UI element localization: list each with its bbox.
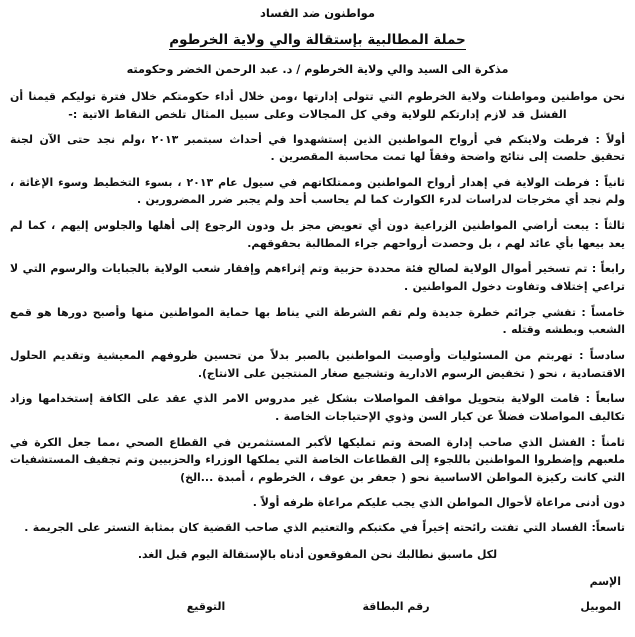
clause-item: رابعاً : تم تسخير أموال الولاية لصالح فئة محددة حزبية وتم إثراءهم وإفقار شعب الولاية بالجبايات والرسوم التي لا تراعي إختلاف وتفاوت دخول المواطنين . (10, 262, 625, 294)
label-name: الإسم (589, 575, 621, 589)
label-signature: التوقيع (186, 600, 226, 614)
intro-paragraph: نحن مواطنين ومواطنات ولاية الخرطوم التي تتولى إدارتها ،ومن خلال أداء حكومتكم خلال فترة توليكم قيمنا أن الفشل قد لازم إدارتكم للولاية وفي كل المجالات وعلى سبيل المثال تلخص النقاط الاتية :- (10, 90, 625, 122)
addressee-line: مذكرة الى السيد والي ولاية الخرطوم / د. عبد الرحمن الخضر وحكومته (126, 62, 509, 76)
clause-item: أولاً : فرطت ولايتكم في أرواح المواطنين الذين إستشهدوا في أحداث سبتمبر ٢٠١٣ ،ولم نجد حتى الآن لجنة تحقيق حلصت إلى نتائج واضحة وفقاً لها تمت محاسبة المقصرين . (10, 132, 625, 164)
clause-item: خامساً : تفشي جرائم خطرة جديدة ولم تقم الشرطة التي يناط بها حماية المواطنين منها وأصبح دورها هو قمع الشعب وبطشه وقتله . (10, 305, 625, 337)
clause-item: سابعاً : قامت الولاية بتحويل مواقف المواصلات بشكل غير مدروس الامر الذي عقد على الكافة إستخدامها وزاد تكاليف المواصلات فضلاً عن كيار السن وذوي الإحتياجات الخاصة . (10, 392, 625, 424)
campaign-title (10, 32, 625, 49)
clause-item: ثانياً : فرطت الولاية في إهدار أرواح المواطنين وممتلكاتهم في سيول عام ٢٠١٣ ، بسوء التخطيط وسوء الإغاثة ، ولم نجد أي مخرجات لدراسات لدرء الكوارث كما لم يحاسب أحد ولم يجبر ضرر المضرورين . (10, 175, 625, 207)
clause-item: تاسعاً: الفساد التي تفتت رائحته إخيراً في مكتبكم والتعتيم الذي صاحب القضية كان بمثابة التستر على الجريمة . (24, 521, 625, 535)
campaign-title-text: حملة المطالبية بإستقالة والي ولاية الخرطوم (169, 31, 466, 48)
signature-header-row-fields (10, 600, 625, 613)
clause-item: سادساً : تهربتم من المسئوليات وأوصيت المواطنين بالصبر بدلاً من تحسين ظروفهم المعيشية وتقديم الحلول الاقتصادية ، نحو ( تخفيض الرسوم الادارية وتشجيع صغار المنتجين على الانتاج). (10, 349, 625, 380)
clause-list (10, 131, 625, 537)
label-mobile: الموبيل (580, 600, 621, 614)
organization-title: مواطنون ضد الفساد (259, 6, 376, 20)
signature-block (10, 575, 625, 613)
signature-header-row-name (10, 575, 625, 588)
closing-demand: لكل ماسبق نطالبك نحن المفوقعون أدناه بالإستقالة اليوم قبل الغد. (137, 547, 498, 561)
clause-continuation: دون أدنى مراعاة لأحوال المواطن الذي يجب عليكم مراعاة ظرفه أولاً . (252, 495, 625, 509)
clause-item: ثالثاً : يبعت أراضي المواطنين الزراعية دون أي تعويض مجز بل ودون الرجوع إلى أهلها والجلوس إليهم ، كما لم يعد بيعها بأي عائد لهم ، بل وحصدت أرواحهم جراء المطالبة بحقوقهم. (10, 219, 625, 250)
label-id-number: رقم البطاقة (362, 600, 430, 614)
clause-item: ثامناً : الفشل الذي صاحب إدارة الصحة وتم تمليكها لأكبر المستثمرين في القطاع الصحي ،مما جعل الكرة في ملعبهم وإضطروا المواطنين باللجوء إلى القطاعات الخاصة التي يملكها الوزراء والحزبيين وتم تجفيف المستشفيات التي كانت ركيزة المواطن الاساسية نحو ( جعفر بن عوف ، الخرطوم ، أمبدة ...الخ) (10, 435, 625, 485)
